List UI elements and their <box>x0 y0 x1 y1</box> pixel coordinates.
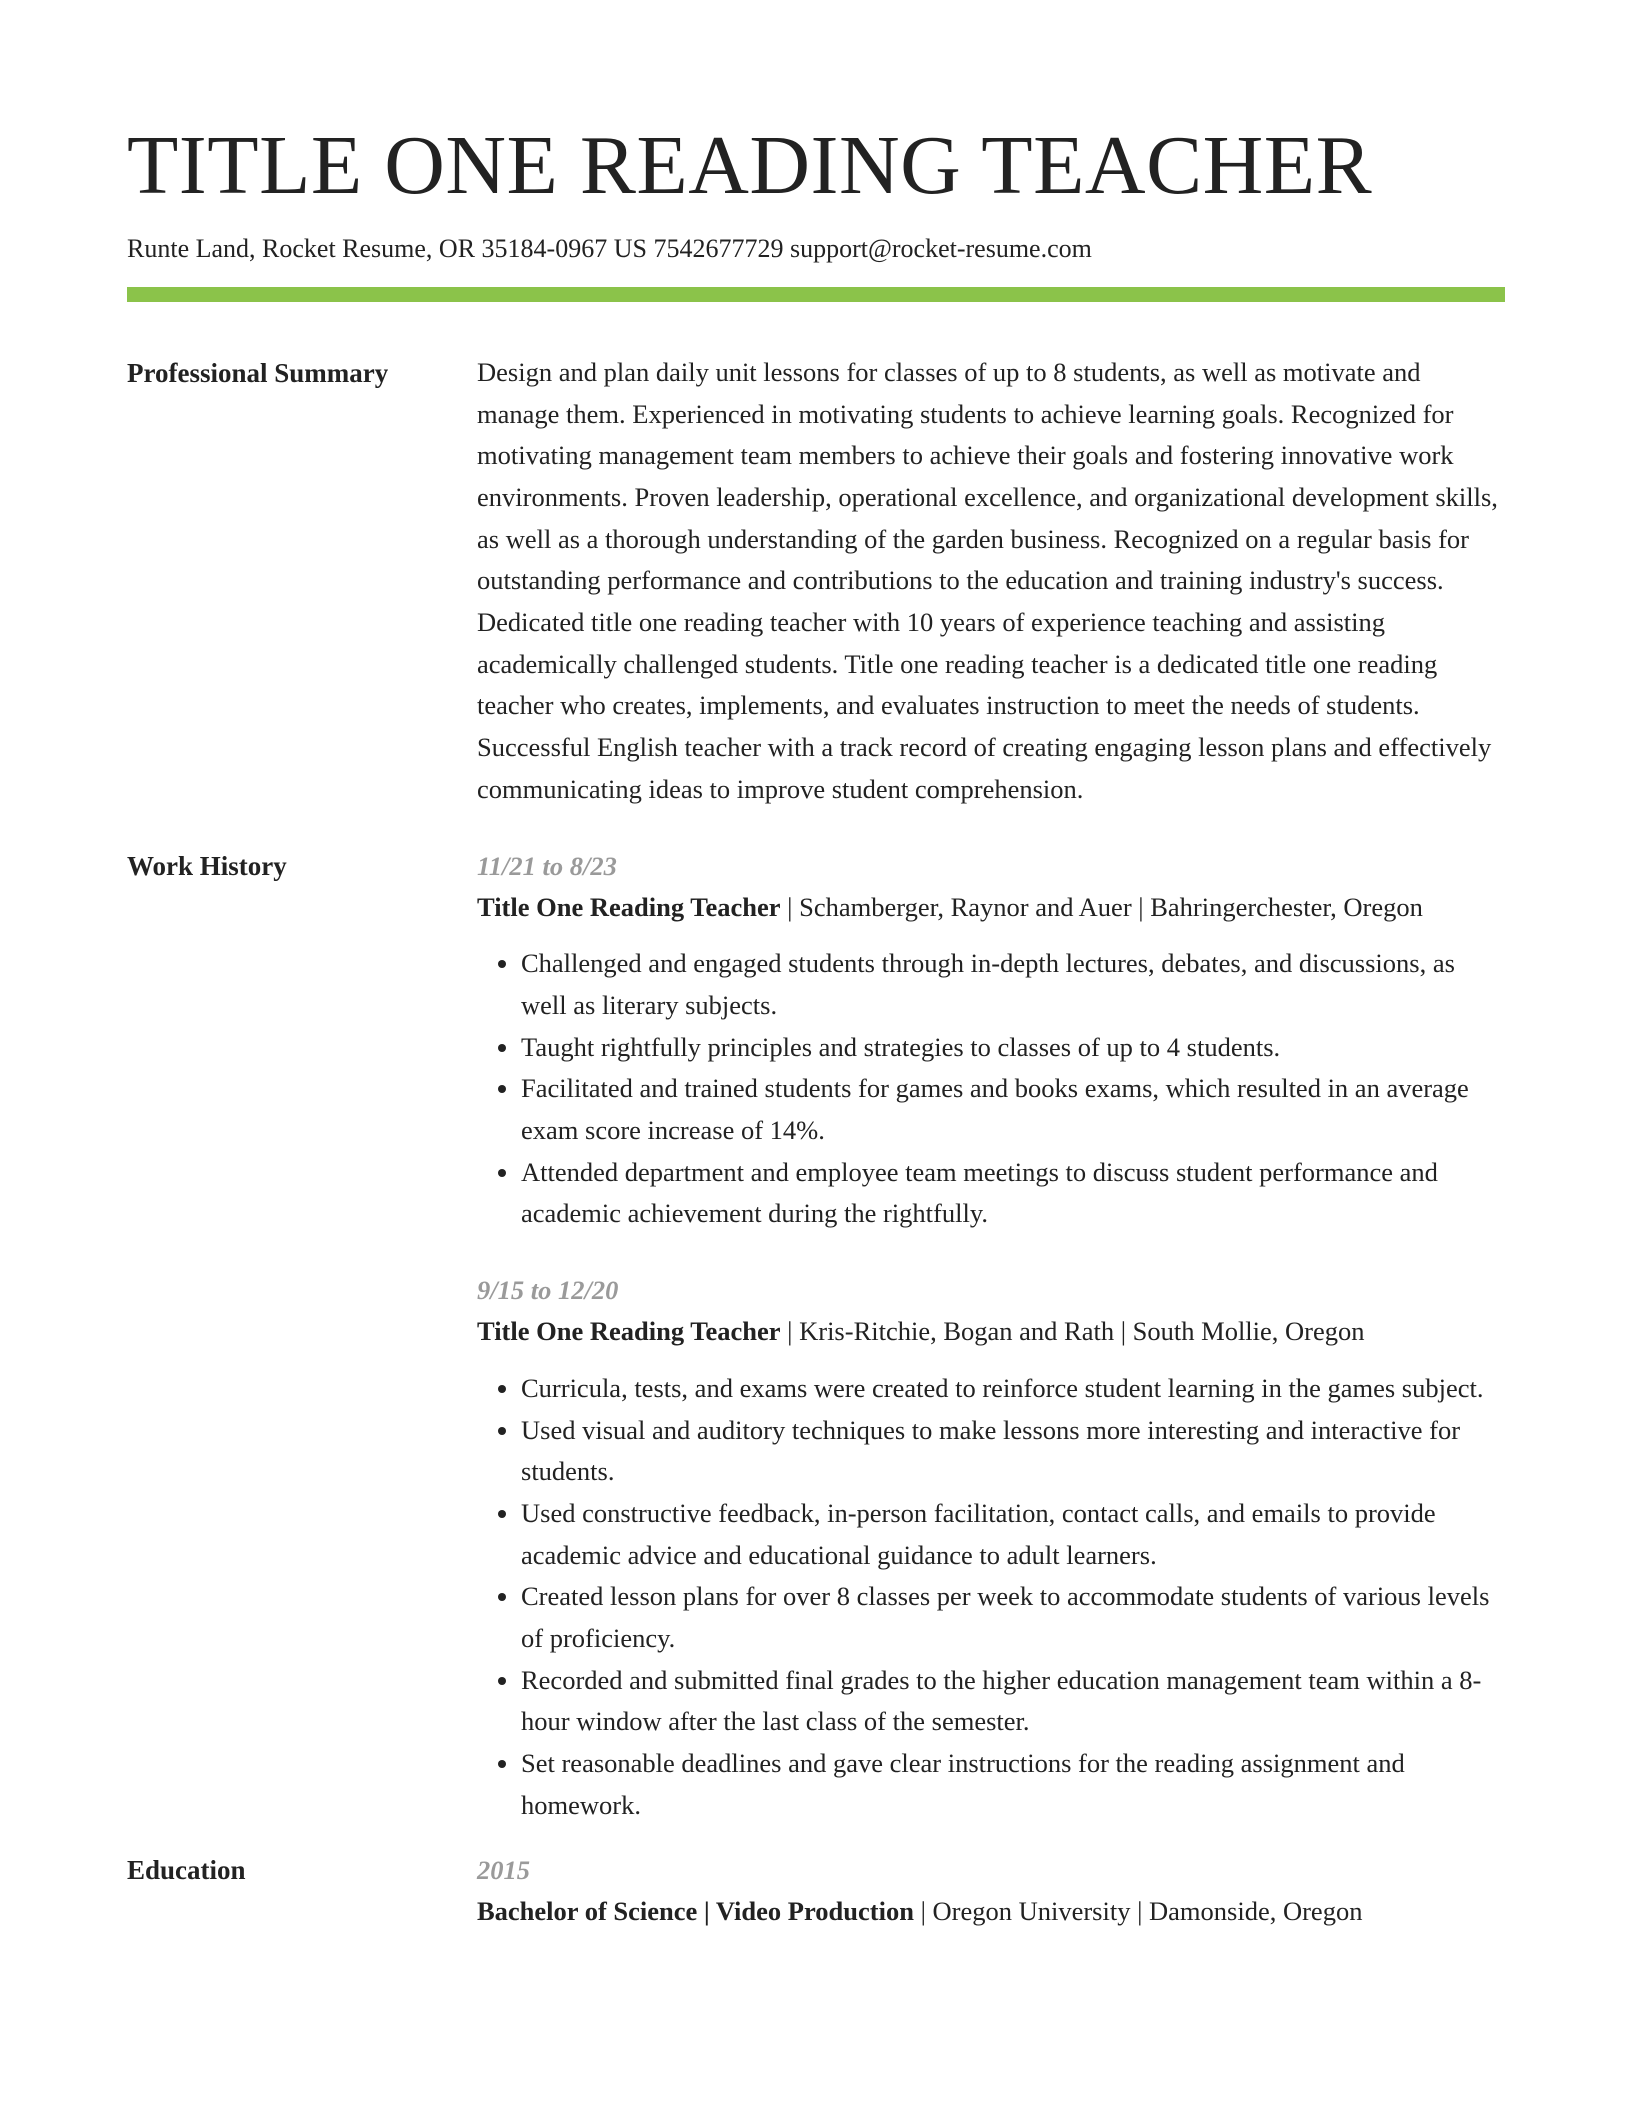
degree-name: Bachelor of Science | Video Production <box>477 1895 914 1926</box>
job-bullet: • Facilitated and trained students for games and books exams, which resulted in an average exam score increase of 14%. <box>521 1068 1505 1151</box>
education-heading <box>477 1891 1505 1933</box>
job-dates: 11/21 to 8/23 <box>477 850 617 881</box>
work-history-section <box>127 845 1505 1827</box>
job-bullet: • Used visual and auditory techniques to make lessons more interesting and interactive for students. <box>521 1410 1505 1493</box>
job-heading <box>477 1311 1505 1353</box>
school-location: | Oregon University | Damonside, Oregon <box>913 1895 1363 1926</box>
education-body <box>477 1849 1505 1933</box>
education-dates: 2015 <box>477 1854 530 1885</box>
job-title: Title One Reading Teacher <box>477 1316 781 1347</box>
work-history-body <box>477 845 1505 1827</box>
summary-body <box>477 352 1505 811</box>
job-bullet: • Attended department and employee team meetings to discuss student performance and academic achievement during the rightfully. <box>521 1152 1505 1235</box>
job-bullet: • Curricula, tests, and exams were created to reinforce student learning in the games subject. <box>521 1368 1505 1410</box>
job-dates: 9/15 to 12/20 <box>477 1275 619 1306</box>
job-bullet: • Recorded and submitted final grades to the higher education management team within a 8-hour window after the last class of the semester. <box>521 1660 1505 1743</box>
section-label-summary: Professional Summary <box>127 357 389 388</box>
job-bullet: • Used constructive feedback, in-person facilitation, contact calls, and emails to provide academic advice and educational guidance to adult learners. <box>521 1493 1505 1576</box>
section-label-education: Education <box>127 1854 246 1885</box>
job-employer-location: | Schamberger, Raynor and Auer | Bahringerchester, Oregon <box>780 891 1423 922</box>
accent-divider <box>127 287 1505 302</box>
job-bullet-list <box>477 943 1505 1235</box>
section-label-work-history: Work History <box>127 850 287 881</box>
job-bullet-list <box>477 1368 1505 1827</box>
job-employer-location: | Kris-Ritchie, Bogan and Rath | South Mollie, Oregon <box>780 1316 1365 1347</box>
education-section <box>127 1849 1505 1933</box>
job-bullet: • Set reasonable deadlines and gave clear instructions for the reading assignment and homework. <box>521 1743 1505 1826</box>
resume-title: TITLE ONE READING TEACHER <box>127 119 1373 212</box>
job-heading <box>477 887 1505 929</box>
job-bullet: • Taught rightfully principles and strategies to classes of up to 4 students. <box>521 1027 1505 1069</box>
job-bullet: • Created lesson plans for over 8 classes per week to accommodate students of various levels of proficiency. <box>521 1576 1505 1659</box>
job-entry <box>477 845 1505 1236</box>
job-title: Title One Reading Teacher <box>477 891 781 922</box>
contact-line: Runte Land, Rocket Resume, OR 35184-0967 US 7542677729 support@rocket-resume.com <box>127 233 1092 263</box>
job-bullet: • Challenged and engaged students through in-depth lectures, debates, and discussions, as well as literary subjects. <box>521 943 1505 1026</box>
summary-text: Design and plan daily unit lessons for classes of up to 8 students, as well as motivate and manage them. Experienced in motivating students to achieve learning goals. Recognized for motivating management team members to achieve their goals and fostering innovative work environments. Proven leadership, operational excellence, and organizational development skills, as well as a thorough understanding of the garden business. Recognized on a regular basis for outstanding performance and contributions to the education and training industry's success. Dedicated title one reading teacher with 10 years of experience teaching and assisting academically challenged students. Title one reading teacher is a dedicated title one reading teacher who creates, implements, and evaluates instruction to meet the needs of students. Successful English teacher with a track record of creating engaging lesson plans and effectively communicating ideas to improve student comprehension. <box>477 356 1498 804</box>
job-entry <box>477 1269 1505 1826</box>
summary-section <box>127 352 1505 811</box>
